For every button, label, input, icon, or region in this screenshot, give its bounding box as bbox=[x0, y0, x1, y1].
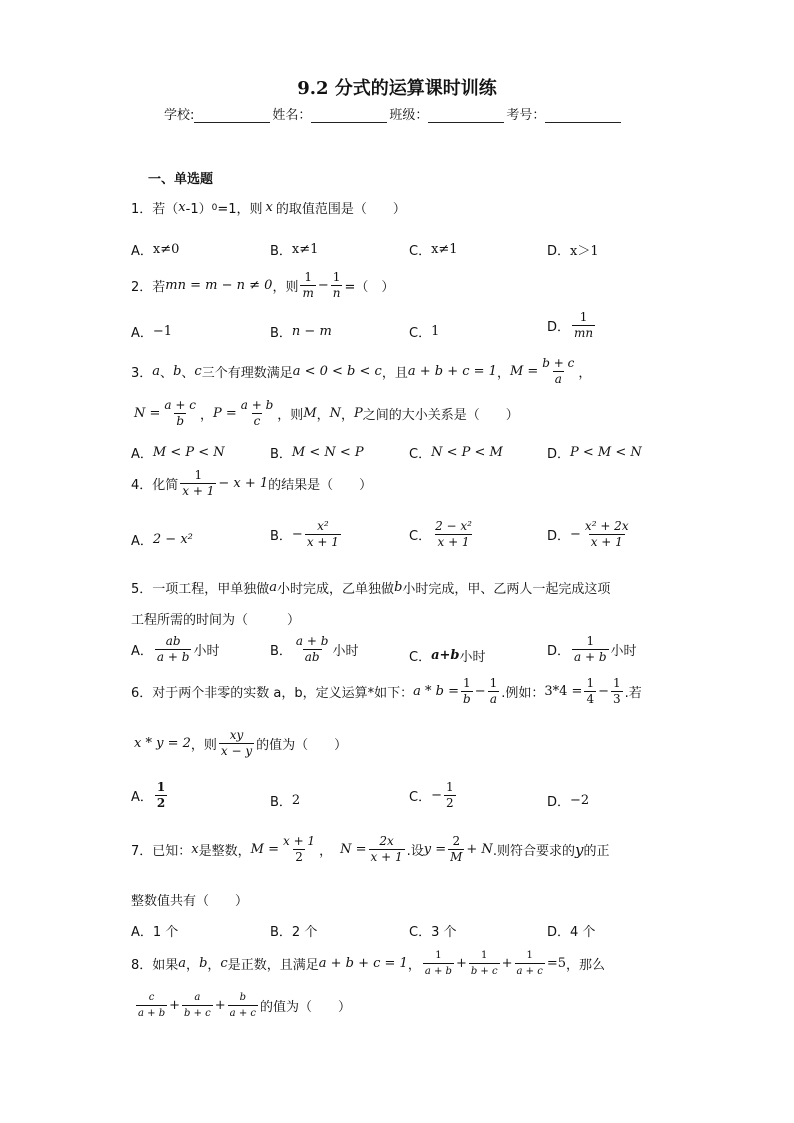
section-heading: 一、单选题 bbox=[148, 172, 214, 187]
option-value: x＞1 bbox=[570, 244, 599, 259]
fraction: $\frac{2x}{x + 1}$ bbox=[370, 834, 403, 864]
fraction: $\frac{\text{x² + 2x}}{x + 1}$ bbox=[584, 519, 629, 549]
q3-option-d[interactable]: D． P < M < N bbox=[547, 445, 642, 462]
question-7: 7．已知： x 是整数， M = $\frac{x + 1}{2}$ ， N = $\frac{2x}{x + 1}$ .设 y = $\frac{2}{M}$ + N .则符合要求的 y 的正 bbox=[131, 834, 610, 864]
fraction: $\frac{1}{2}$ bbox=[156, 780, 166, 810]
q1-option-c[interactable] bbox=[409, 240, 458, 259]
question-4: 4．化简 $\frac{1}{x + 1}$ − x + 1 的结果是（ ） bbox=[131, 468, 373, 498]
name-field[interactable] bbox=[311, 108, 387, 123]
q2-option-b[interactable]: B． n − m bbox=[270, 324, 332, 341]
page-title: 9.2 分式的运算课时训练 bbox=[297, 78, 497, 99]
fraction: $\frac{1}{mn}$ bbox=[574, 310, 594, 340]
option-value: x≠1 bbox=[431, 242, 458, 257]
school-field[interactable] bbox=[194, 108, 270, 123]
q1-text: -1） bbox=[185, 202, 212, 217]
q2-text: 2．若 bbox=[131, 280, 166, 295]
q1-text: =1，则 bbox=[217, 202, 263, 217]
q3-option-a[interactable]: A． M < P < N bbox=[131, 445, 225, 462]
number-field[interactable] bbox=[545, 108, 621, 123]
q5-option-b[interactable]: B． $\frac{a + b}{ab}$ 小时 bbox=[270, 634, 359, 664]
fraction: $\frac{b}{a + c}$ bbox=[229, 992, 256, 1019]
question-8: 8．如果 a ， b ， c 是正数，且满足 a + b + c = 1 ， $\frac{1}{a + b}$ + $\frac{1}{b + c}$ + $\frac{1}{a + c}$ =5 ，那么 bbox=[131, 950, 605, 977]
option-label: D． bbox=[547, 244, 571, 259]
option-value: x≠1 bbox=[291, 242, 319, 257]
option-label: B． bbox=[270, 244, 292, 259]
class-label: 班级： bbox=[389, 108, 429, 123]
fraction: $\frac{1}{4}$ bbox=[586, 676, 595, 706]
question-3-line-2: N = $\frac{a + c}{b}$ ， P = $\frac{a + b}{c}$ ，则 M ， N ， P 之间的大小关系是（ ） bbox=[134, 398, 519, 428]
fraction: $\frac{x + 1}{2}$ bbox=[282, 834, 316, 864]
question-5: 5．一项工程，甲单独做 a 小时完成，乙单独做 b 小时完成，甲、乙两人一起完成这项 bbox=[131, 580, 611, 597]
q1-option-b[interactable] bbox=[270, 240, 318, 259]
q2-text: ，则 bbox=[272, 280, 299, 295]
fraction: $\frac{\text{x²}}{x + 1}$ bbox=[306, 519, 339, 549]
fraction: $\frac{1}{n}$ bbox=[332, 270, 341, 300]
q2-option-d[interactable]: D． $\frac{1}{mn}$ bbox=[547, 310, 594, 340]
fraction: $\frac{\text{2 − x²}}{x + 1}$ bbox=[435, 519, 472, 549]
fraction: $\frac{b + c}{a}$ bbox=[542, 356, 575, 386]
fraction: $\frac{1}{x + 1}$ bbox=[182, 468, 215, 498]
student-info-row bbox=[164, 104, 623, 123]
q5-option-c[interactable]: C． a+b 小时 bbox=[409, 648, 486, 665]
fraction: $\frac{a + b}{ab}$ bbox=[295, 634, 329, 664]
q3-option-b[interactable]: B． M < N < P bbox=[270, 445, 364, 462]
fraction: $\frac{1}{b + c}$ bbox=[470, 950, 498, 977]
q6-option-d[interactable]: D． −2 bbox=[547, 793, 590, 810]
fraction: $\frac{1}{a}$ bbox=[489, 676, 498, 706]
fraction: $\frac{1}{a + b}$ bbox=[574, 634, 607, 664]
fraction: $\frac{2}{M}$ bbox=[450, 834, 463, 864]
q4-option-c[interactable]: C． $\frac{\text{2 − x²}}{x + 1}$ bbox=[409, 519, 472, 549]
fraction: $\frac{ab}{a + b}$ bbox=[156, 634, 190, 664]
q2-text: =（ ） bbox=[344, 280, 395, 295]
name-label: 姓名： bbox=[272, 108, 312, 123]
school-label: 学校: bbox=[164, 108, 195, 123]
fraction: $\frac{a + b}{c}$ bbox=[240, 398, 274, 428]
q7-option-c[interactable]: C．3 个 bbox=[409, 925, 457, 940]
q1-var: x bbox=[265, 200, 273, 215]
fraction: $\frac{1}{b}$ bbox=[463, 676, 471, 706]
q1-option-d[interactable] bbox=[547, 240, 599, 259]
question-3: 3． a 、 b 、 c 三个有理数满足 a < 0 < b < c ，且 a + b + c = 1 ， M = $\frac{b + c}{a}$ ， bbox=[131, 356, 592, 386]
fraction: $\frac{a + c}{b}$ bbox=[164, 398, 196, 428]
class-field[interactable] bbox=[428, 108, 504, 123]
q2-condition: mn = m − n ≠ 0 bbox=[165, 278, 273, 293]
number-label: 考号： bbox=[506, 108, 546, 123]
fraction: $\frac{a}{b + c}$ bbox=[184, 992, 211, 1019]
question-1 bbox=[131, 198, 406, 217]
q6-option-c[interactable]: C． − $\frac{1}{2}$ bbox=[409, 780, 454, 810]
question-2: 2．若 mn = m − n ≠ 0 ，则 $\frac{1}{m}$ − $\frac{1}{n}$ =（ ） bbox=[131, 270, 395, 300]
q6-option-a[interactable]: A． $\frac{1}{2}$ bbox=[131, 780, 166, 810]
option-value: x≠0 bbox=[152, 242, 180, 257]
q4-option-a[interactable]: A． 2 − x² bbox=[131, 532, 193, 549]
q5-option-d[interactable]: D． $\frac{1}{a + b}$ 小时 bbox=[547, 634, 637, 664]
q7-option-d[interactable]: D．4 个 bbox=[547, 925, 596, 940]
option-label: A． bbox=[131, 244, 153, 259]
question-7-line-2: 整数值共有（ ） bbox=[131, 894, 249, 909]
q2-option-a[interactable]: A． −1 bbox=[131, 324, 173, 341]
q4-option-d[interactable]: D． − $\frac{\text{x² + 2x}}{x + 1}$ bbox=[547, 519, 629, 549]
question-6-line-2: x * y = 2 ，则 $\frac{xy}{x - y}$ 的值为（ ） bbox=[134, 728, 348, 758]
fraction: $\frac{1}{m}$ bbox=[302, 270, 314, 300]
q6-option-b[interactable]: B． 2 bbox=[270, 793, 301, 810]
fraction: $\frac{c}{a + b}$ bbox=[138, 992, 166, 1019]
q7-option-a[interactable]: A．1 个 bbox=[131, 925, 179, 940]
q1-text: 1．若（ bbox=[131, 202, 179, 217]
question-5-line-2: 工程所需的时间为（ ） bbox=[131, 613, 301, 628]
q2-option-c[interactable]: C． 1 bbox=[409, 324, 440, 341]
q1-option-a[interactable] bbox=[131, 240, 179, 259]
q7-option-b[interactable]: B．2 个 bbox=[270, 925, 318, 940]
fraction: $\frac{1}{3}$ bbox=[613, 676, 621, 706]
q3-option-c[interactable]: C． N < P < M bbox=[409, 445, 503, 462]
option-label: C． bbox=[409, 244, 432, 259]
fraction: $\frac{xy}{x - y}$ bbox=[220, 728, 253, 758]
question-8-line-2: $\frac{c}{a + b}$ + $\frac{a}{b + c}$ + $\frac{b}{a + c}$ 的值为（ ） bbox=[138, 992, 351, 1019]
q1-exponent: 0 bbox=[211, 202, 218, 213]
fraction: $\frac{1}{a + b}$ bbox=[424, 950, 452, 977]
fraction: $\frac{1}{a + c}$ bbox=[516, 950, 543, 977]
q1-var: x bbox=[178, 200, 186, 215]
q4-option-b[interactable]: B． − $\frac{\text{x²}}{x + 1}$ bbox=[270, 519, 339, 549]
question-6: 6．对于两个非零的实数 a，b，定义运算*如下： a * b = $\frac{1}{b}$ − $\frac{1}{a}$ .例如： 3*4 = $\frac{1}{4}$ − $\frac{1}{3}$ .若 bbox=[131, 676, 642, 706]
q1-text: 的取值范围是（ ） bbox=[275, 202, 406, 217]
q5-option-a[interactable]: A． $\frac{ab}{a + b}$ 小时 bbox=[131, 634, 220, 664]
fraction: $\frac{1}{2}$ bbox=[445, 780, 454, 810]
